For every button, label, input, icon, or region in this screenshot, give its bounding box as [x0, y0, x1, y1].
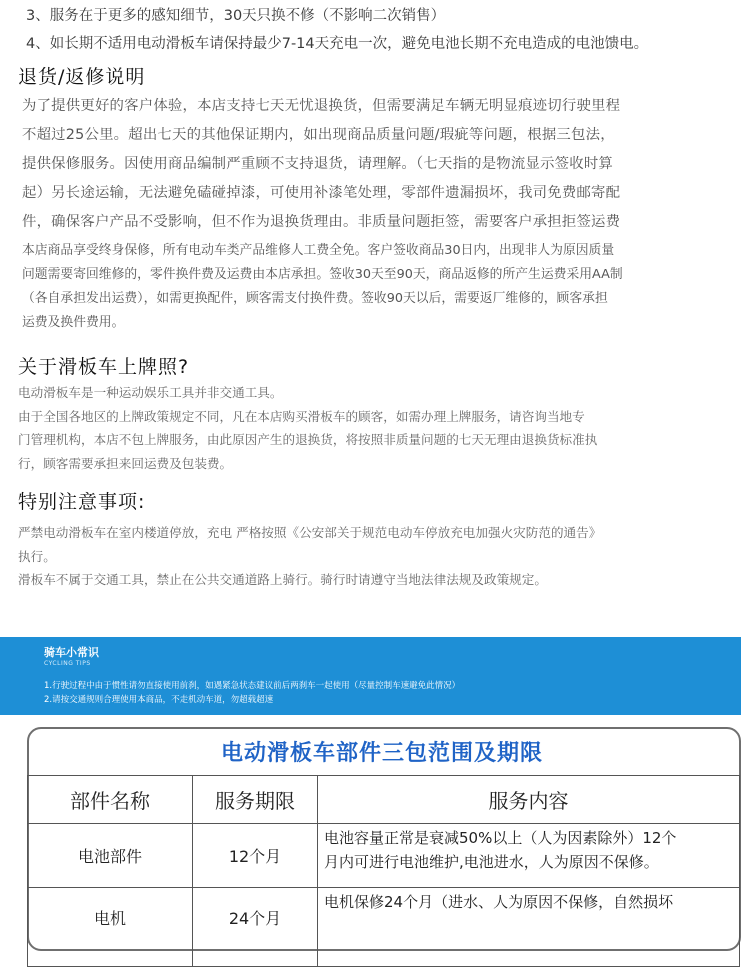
- period-cell: 24个月: [193, 888, 318, 967]
- return-paragraph: [22, 92, 740, 237]
- return-line: 问题需要寄回维修的，零件换件费及运费由本店承担。签收30天至90天，商品返修的所产生运费采用AA制: [22, 267, 623, 282]
- part-name-cell: 电池部件: [28, 824, 193, 888]
- license-line: 行，顾客需要承担来回运费及包装费。: [18, 455, 233, 471]
- header-service-content: 服务内容: [318, 776, 740, 824]
- return-heading: 退货/返修说明: [18, 66, 146, 88]
- header-service-period: 服务期限: [193, 776, 318, 824]
- banner-tip-2: 2.请按交通规则合理使用本商品，不走机动车道，勿超载超速: [44, 695, 274, 705]
- warranty-table: [27, 775, 740, 967]
- table-row: [28, 888, 740, 967]
- return-line: 起）另长途运输，无法避免磕碰掉漆，可使用补漆笔处理，零部件遗漏损坏，我司免费邮寄配: [22, 185, 621, 201]
- top-line-4: 4、如长期不适用电动滑板车请保持最少7-14天充电一次，避免电池长期不充电造成的电池馈电。: [26, 36, 649, 52]
- content-cell: [318, 888, 740, 967]
- content-line: 月内可进行电池维护,电池进水，人为原因不保修。: [324, 853, 659, 871]
- return-line: 为了提供更好的客户体验，本店支持七天无忧退换货，但需要满足车辆无明显痕迹切行驶里程: [22, 98, 621, 114]
- banner-tip-1: 1.行驶过程中由于惯性请勿直接使用前刹，如遇紧急状态建议前后两刹车一起使用（尽量控制车速避免此情况）: [44, 681, 461, 691]
- table-row: [28, 824, 740, 888]
- header-part-name: 部件名称: [28, 776, 193, 824]
- part-name-cell: 电机: [28, 888, 193, 967]
- notice-line: 执行。: [18, 548, 56, 564]
- content-cell: [318, 824, 740, 888]
- content-line: 电池容量正常是衰减50%以上（人为因素除外）12个: [324, 829, 677, 847]
- return-line: 运费及换件费用。: [22, 315, 125, 330]
- warranty-header-row: [28, 776, 740, 824]
- return-line: 本店商品享受终身保修，所有电动车类产品维修人工费全免。客户签收商品30日内，出现非人为原因质量: [22, 243, 615, 258]
- period-cell: 12个月: [193, 824, 318, 888]
- notice-heading: 特别注意事项:: [18, 491, 146, 513]
- license-line: 电动滑板车是一种运动娱乐工具并非交通工具。: [18, 385, 283, 400]
- license-paragraph: [18, 381, 736, 475]
- return-line: 件，确保客户产品不受影响，但不作为退换货理由。非质量问题拒签，需要客户承担拒签运费: [22, 214, 621, 230]
- top-line-3: 3、服务在于更多的感知细节，30天只换不修（不影响二次销售）: [26, 8, 446, 24]
- warranty-title: 电动滑板车部件三包范围及期限: [220, 741, 543, 766]
- license-heading: 关于滑板车上牌照?: [18, 356, 190, 378]
- banner-title: 骑车小常识: [44, 646, 99, 659]
- return-line: 不超过25公里。超出七天的其他保证期内，如出现商品质量问题/瑕疵等问题，根据三包法，: [22, 127, 615, 143]
- banner-subtitle: CYCLING TIPS: [44, 660, 91, 667]
- license-line: 由于全国各地区的上牌政策规定不同，凡在本店购买滑板车的顾客，如需办理上牌服务，请咨询当地专: [18, 408, 585, 424]
- license-line: 门管理机构，本店不包上牌服务，由此原因产生的退换货，将按照非质量问题的七天无理由退换货标准执: [18, 432, 598, 447]
- return-line: （各自承担发出运费），如需更换配件，顾客需支付换件费。签收90天以后，需要返厂维修的，顾客承担: [22, 291, 608, 306]
- return-line: 提供保修服务。因使用商品编制严重顾不支持退货，请理解。（七天指的是物流显示签收时算: [22, 156, 614, 172]
- cycling-tips-banner: [0, 637, 741, 715]
- notice-line: 严禁电动滑板车在室内楼道停放，充电 严格按照《公安部关于规范电动车停放充电加强火灾防范的通告》: [18, 525, 602, 540]
- return-paragraph-small: [22, 239, 740, 335]
- notice-line: 滑板车不属于交通工具，禁止在公共交通道路上骑行。骑行时请遵守当地法律法规及政策规定。: [18, 572, 547, 587]
- notice-paragraph: [18, 521, 736, 592]
- content-line: 电机保修24个月（进水、人为原因不保修，自然损坏: [324, 893, 674, 911]
